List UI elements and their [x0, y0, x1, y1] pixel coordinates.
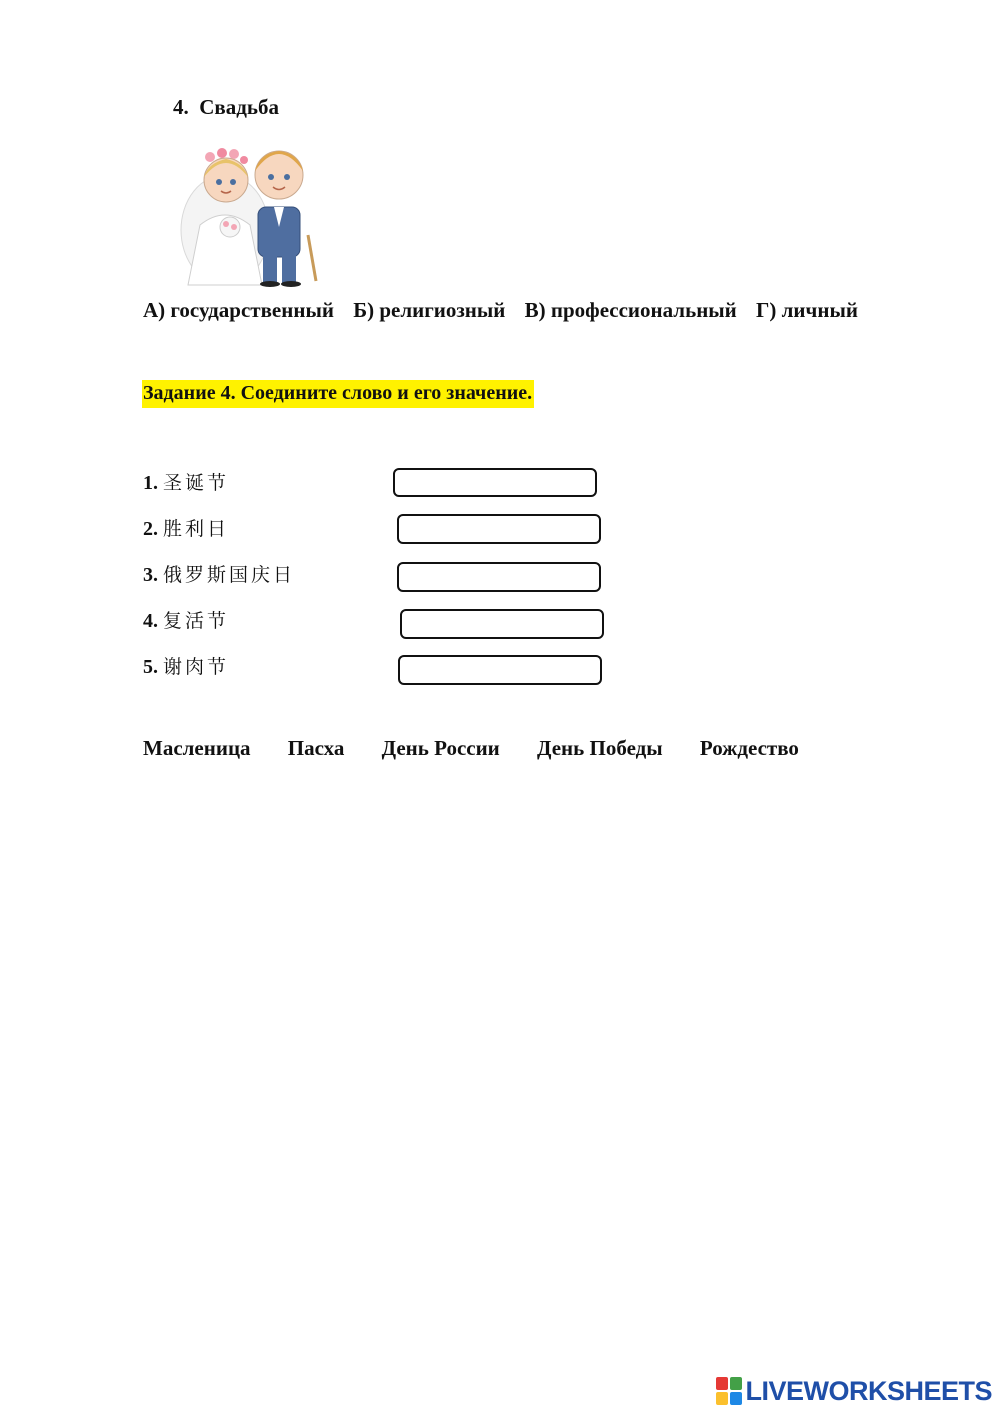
- option-a: А) государственный: [143, 298, 334, 322]
- word-bank-item: Масленица: [143, 736, 251, 760]
- answer-options: [143, 298, 872, 323]
- answer-input-1[interactable]: [393, 468, 597, 497]
- match-item-2: [143, 514, 229, 541]
- item-chinese-term: 复活节: [163, 610, 230, 632]
- word-bank-item: День Победы: [537, 736, 663, 760]
- task-heading: Задание 4. Соедините слово и его значение.: [142, 380, 534, 408]
- word-bank-item: Пасха: [287, 736, 345, 760]
- word-bank: [143, 736, 831, 761]
- liveworksheets-logo: [716, 1374, 992, 1408]
- match-item-5: [143, 652, 229, 679]
- item-number: 5.: [143, 656, 158, 678]
- word-bank-item: Рождество: [699, 736, 799, 760]
- match-item-4: [143, 606, 229, 633]
- question-number: 4.: [173, 95, 189, 119]
- item-number: 4.: [143, 610, 158, 632]
- liveworksheets-logo-icon: [716, 1377, 742, 1405]
- item-chinese-term: 圣诞节: [163, 472, 230, 494]
- question-title-text: Свадьба: [199, 95, 279, 119]
- answer-input-2[interactable]: [397, 514, 601, 544]
- match-item-1: [143, 468, 229, 495]
- answer-input-3[interactable]: [397, 562, 601, 592]
- item-number: 1.: [143, 472, 158, 494]
- item-chinese-term: 谢肉节: [163, 656, 230, 678]
- item-chinese-term: 俄罗斯国庆日: [163, 564, 296, 586]
- wedding-couple-illustration: [170, 135, 335, 287]
- option-c: В) профессиональный: [524, 298, 737, 322]
- brand-name: LIVEWORKSHEETS: [745, 1375, 992, 1406]
- answer-input-5[interactable]: [398, 655, 602, 685]
- item-chinese-term: 胜利日: [163, 518, 230, 540]
- item-number: 3.: [143, 564, 158, 586]
- word-bank-item: День России: [381, 736, 500, 760]
- option-b: Б) религиозный: [353, 298, 506, 322]
- match-item-3: [143, 560, 295, 587]
- item-number: 2.: [143, 518, 158, 540]
- question-title: [173, 95, 279, 120]
- answer-input-4[interactable]: [400, 609, 604, 639]
- option-d: Г) личный: [756, 298, 858, 322]
